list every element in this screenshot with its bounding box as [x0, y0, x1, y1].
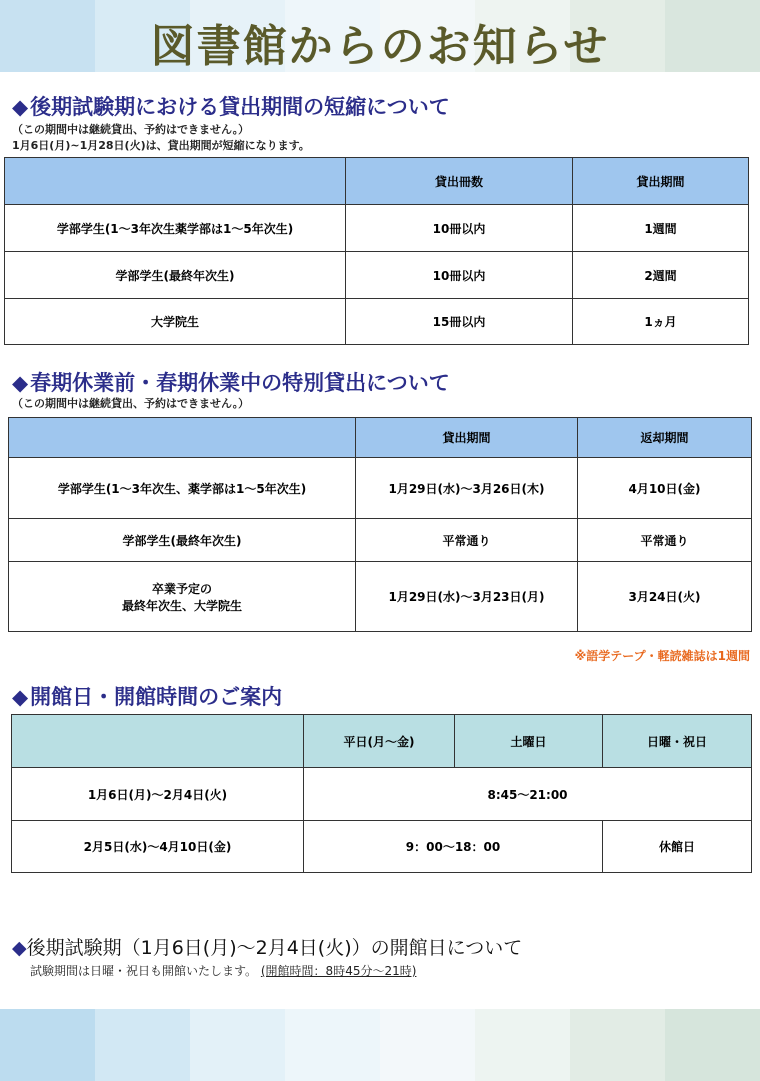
table-header-row: 貸出冊数 貸出期間 — [5, 158, 749, 205]
exam-period-title: ◆後期試験期（1月6日(月)～2月4日(火)）の開館日について — [12, 937, 523, 959]
page-title: 図書館からのお知らせ — [150, 21, 610, 72]
table-row: 卒業予定の 最終年次生、大学院生 1月29日(水)～3月23日(月) 3月24日(火) — [9, 562, 752, 632]
table-row: 2月5日(水)～4月10日(金) 9：00～18：00 休館日 — [12, 821, 752, 873]
loan-limit-table — [4, 157, 749, 345]
table-row: 学部学生(最終年次生) 10冊以内 2週間 — [5, 252, 749, 299]
diamond-bullet-icon: ◆ — [12, 937, 27, 959]
section1-title: ◆後期試験期における貸出期間の短縮について — [12, 95, 450, 119]
table-row: 学部学生(1～3年次生薬学部は1～5年次生) 10冊以内 1週間 — [5, 205, 749, 252]
section1-note-2: 1月6日(月)~1月28日(火)は、貸出期間が短縮になります。 — [12, 139, 310, 152]
table-row: 1月6日(月)～2月4日(火) 8:45～21:00 — [12, 768, 752, 821]
table-header-row: 平日(月～金) 土曜日 日曜・祝日 — [12, 715, 752, 768]
diamond-bullet-icon: ◆ — [12, 685, 29, 709]
diamond-bullet-icon: ◆ — [12, 95, 29, 119]
table-header-row: 貸出期間 返却期間 — [9, 418, 752, 458]
diamond-bullet-icon: ◆ — [12, 371, 29, 395]
exam-period-body: 試験期間は日曜・祝日も開館いたします。 (開館時間：8時45分～21時) — [30, 964, 417, 978]
special-loan-table — [8, 417, 752, 632]
table-row: 大学院生 15冊以内 1ヵ月 — [5, 299, 749, 345]
section3-title: ◆開館日・開館時間のご案内 — [12, 685, 283, 709]
table-row: 学部学生(最終年次生) 平常通り 平常通り — [9, 519, 752, 562]
section2-title: ◆春期休業前・春期休業中の特別貸出について — [12, 371, 450, 395]
table-row: 学部学生(1～3年次生、薬学部は1～5年次生) 1月29日(水)～3月26日(木) 4月10日(金) — [9, 458, 752, 519]
section1-note: （この期間中は継続貸出、予約はできません。） — [12, 123, 250, 136]
footer-banner — [0, 1009, 760, 1081]
footnote: ※語学テープ・軽読雑誌は1週間 — [574, 649, 750, 663]
section2-note: （この期間中は継続貸出、予約はできません。） — [12, 397, 250, 410]
opening-hours-table — [11, 714, 752, 873]
